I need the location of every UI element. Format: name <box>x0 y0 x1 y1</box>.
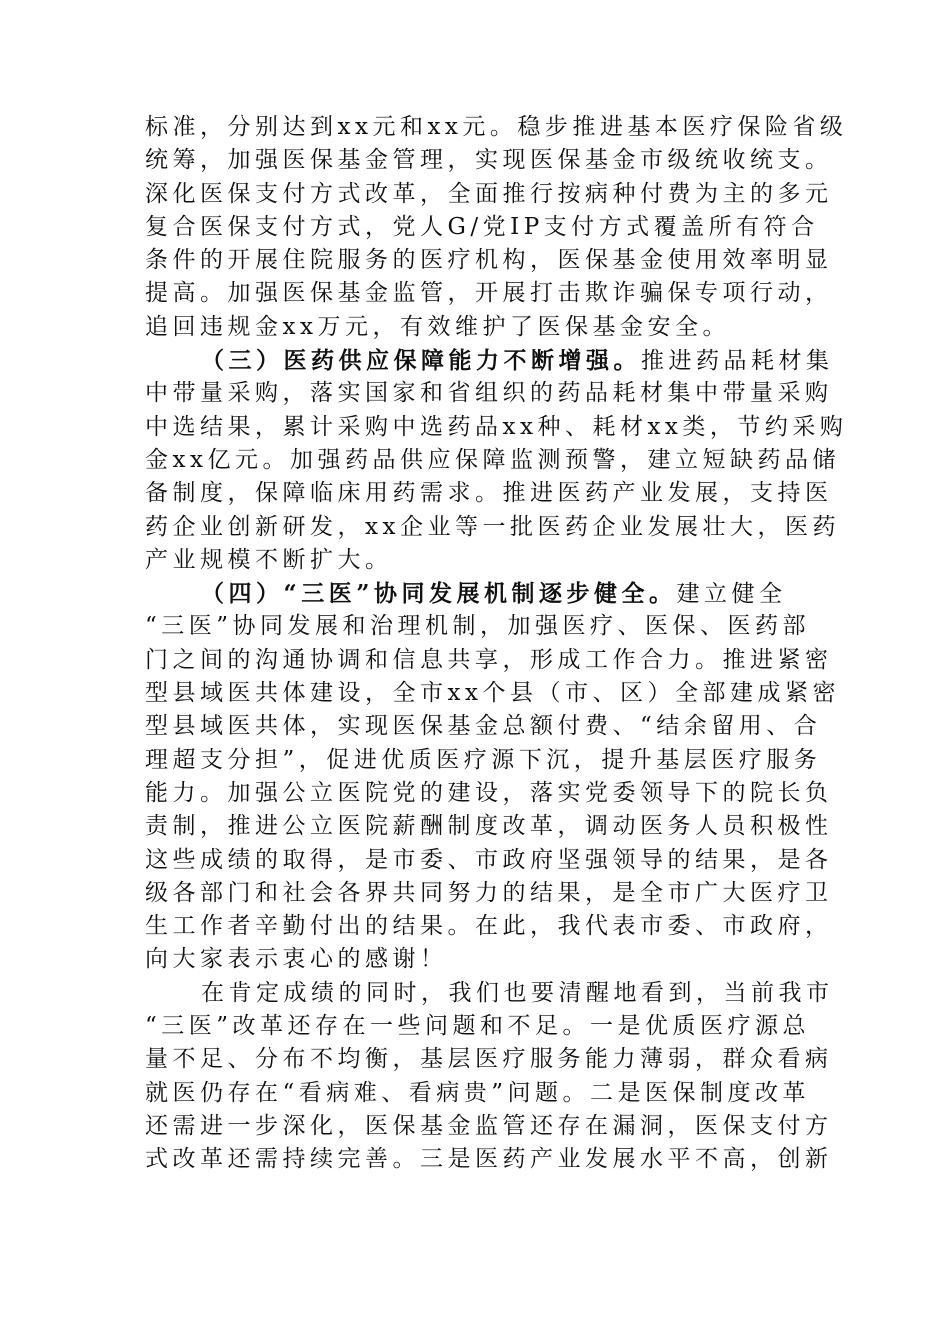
paragraph-line: 统筹，加强医保基金管理，实现医保基金市级统收统支。 <box>145 147 833 174</box>
paragraph-line: 在肯定成绩的同时，我们也要清醒地看到，当前我市 <box>201 979 834 1006</box>
document-body <box>145 111 848 1177</box>
paragraph-line: 备制度，保障临床用药需求。推进医药产业发展，支持医 <box>145 480 833 507</box>
paragraph-line: 就医仍存在“看病难、看病贵”问题。二是医保制度改革 <box>145 1079 811 1106</box>
section-heading: （四）“三医”协同发展机制逐步健全。 <box>201 580 677 608</box>
section-heading-line <box>145 577 805 610</box>
paragraph-line: 提高。加强医保基金监管，开展打击欺诈骗保专项行动， <box>145 280 833 307</box>
paragraph-line: “三医”协同发展和治理机制，加强医疗、医保、医药部 <box>145 613 811 640</box>
paragraph-line: 型县域医共体，实现医保基金总额付费、“结余留用、合 <box>145 713 822 740</box>
paragraph-line: 这些成绩的取得，是市委、市政府坚强领导的结果，是各 <box>145 846 833 873</box>
paragraph-line: 药企业创新研发，xx企业等一批医药企业发展壮大，医药 <box>145 513 840 540</box>
paragraph-line: 门之间的沟通协调和信息共享，形成工作合力。推进紧密 <box>145 646 833 673</box>
paragraph-line: 型县域医共体建设，全市xx个县（市、区）全部建成紧密 <box>145 680 840 707</box>
paragraph-line: 中带量采购，落实国家和省组织的药品耗材集中带量采购 <box>145 380 833 407</box>
paragraph-line: “三医”改革还存在一些问题和不足。一是优质医疗源总 <box>145 1013 811 1040</box>
paragraph-line: 条件的开展住院服务的医疗机构，医保基金使用效率明显 <box>145 247 833 274</box>
section-heading-line <box>145 344 834 377</box>
paragraph-line: 量不足、分布不均衡，基层医疗服务能力薄弱，群众看病 <box>145 1046 833 1073</box>
paragraph-line: 标准，分别达到xx元和xx元。稳步推进基本医疗保险省级 <box>145 114 848 140</box>
paragraph-line: 中选结果，累计采购中选药品xx种、耗材xx类，节约采购 <box>145 413 848 440</box>
paragraph-line: 复合医保支付方式，党人G/党IP支付方式覆盖所有符合 <box>145 213 819 240</box>
paragraph-line: 产业规模不断扩大。 <box>145 546 393 573</box>
paragraph-text: 推进药品耗材集 <box>641 348 834 375</box>
paragraph-line: 级各部门和社会各界共同努力的结果，是全市广大医疗卫 <box>145 879 833 906</box>
paragraph-line: 式改革还需持续完善。三是医药产业发展水平不高，创新 <box>145 1146 833 1173</box>
paragraph-line: 向大家表示衷心的感谢！ <box>145 946 448 973</box>
paragraph-line: 深化医保支付方式改革，全面推行按病种付费为主的多元 <box>145 180 833 207</box>
paragraph-line: 责制，推进公立医院薪酬制度改革，调动医务人员积极性 <box>145 813 833 840</box>
paragraph-line: 还需进一步深化，医保基金监管还存在漏洞，医保支付方 <box>145 1112 833 1139</box>
paragraph-line: 生工作者辛勤付出的结果。在此，我代表市委、市政府， <box>145 913 833 940</box>
paragraph-line: 金xx亿元。加强药品供应保障监测预警，建立短缺药品储 <box>145 446 840 473</box>
paragraph-line: 能力。加强公立医院党的建设，落实党委领导下的院长负 <box>145 779 833 806</box>
paragraph-line: 理超支分担”，促进优质医疗源下沉，提升基层医疗服务 <box>145 746 822 773</box>
paragraph-text: 建立健全 <box>676 581 787 608</box>
section-heading: （三）医药供应保障能力不断增强。 <box>201 347 641 375</box>
paragraph-line: 追回违规金xx万元，有效维护了医保基金安全。 <box>145 313 730 340</box>
